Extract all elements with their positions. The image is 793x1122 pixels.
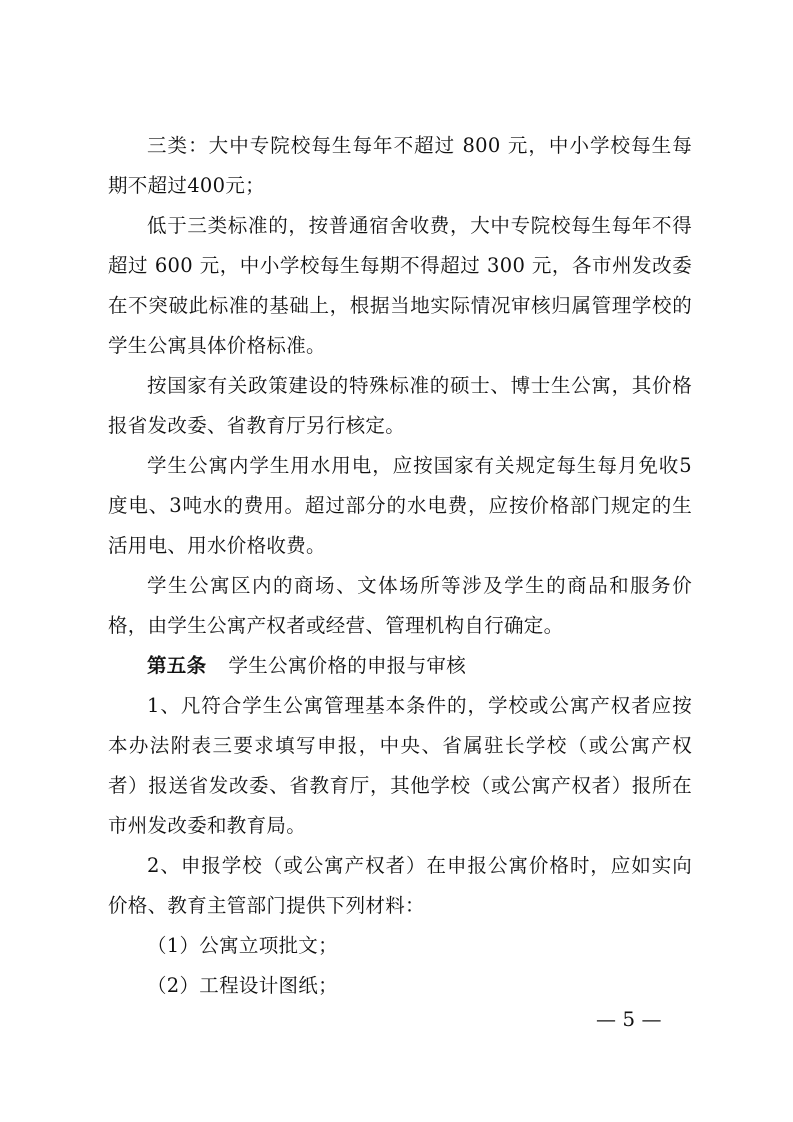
list-item-design-drawings: （2）工程设计图纸； bbox=[147, 974, 338, 997]
paragraph-utilities: 学生公寓内学生用水用电，应按国家有关规定每生每月免收5度电、3吨水的费用。超过部分的水电费，应按价格部门规定的生活用电、用水价格收费。 bbox=[108, 454, 692, 557]
paragraph-class-three-fee: 三类：大中专院校每生每年不超过 800 元，中小学校每生每期不超过400元； bbox=[108, 134, 692, 197]
paragraph-below-standard-fee: 低于三类标准的，按普通宿舍收费，大中专院校每生每年不得超过 600 元，中小学校每生每期不得超过 300 元，各市州发改委在不突破此标准的基础上，根据当地实际情况审核归属管理学校的学生公寓具体价格标准。 bbox=[108, 214, 692, 357]
list-item-approval-document: （1）公寓立项批文； bbox=[147, 934, 338, 957]
page-number: — 5 — bbox=[596, 1007, 662, 1031]
article-number: 第五条 bbox=[147, 654, 207, 677]
article-heading bbox=[108, 646, 692, 686]
document-body bbox=[108, 126, 692, 1006]
paragraph-required-materials: 2、申报学校（或公寓产权者）在申报公寓价格时，应如实向价格、教育主管部门提供下列材料： bbox=[108, 854, 692, 917]
paragraph-commercial-services: 学生公寓区内的商场、文体场所等涉及学生的商品和服务价格，由学生公寓产权者或经营、管理机构自行确定。 bbox=[108, 574, 692, 637]
paragraph-graduate-apartments: 按国家有关政策建设的特殊标准的硕士、博士生公寓，其价格报省发改委、省教育厅另行核定。 bbox=[108, 374, 692, 437]
article-title: 学生公寓价格的申报与审核 bbox=[228, 654, 467, 677]
paragraph-application-requirements: 1、凡符合学生公寓管理基本条件的，学校或公寓产权者应按本办法附表三要求填写申报，中央、省属驻长学校（或公寓产权者）报送省发改委、省教育厅，其他学校（或公寓产权者）报所在市州发改委和教育局。 bbox=[108, 694, 692, 837]
